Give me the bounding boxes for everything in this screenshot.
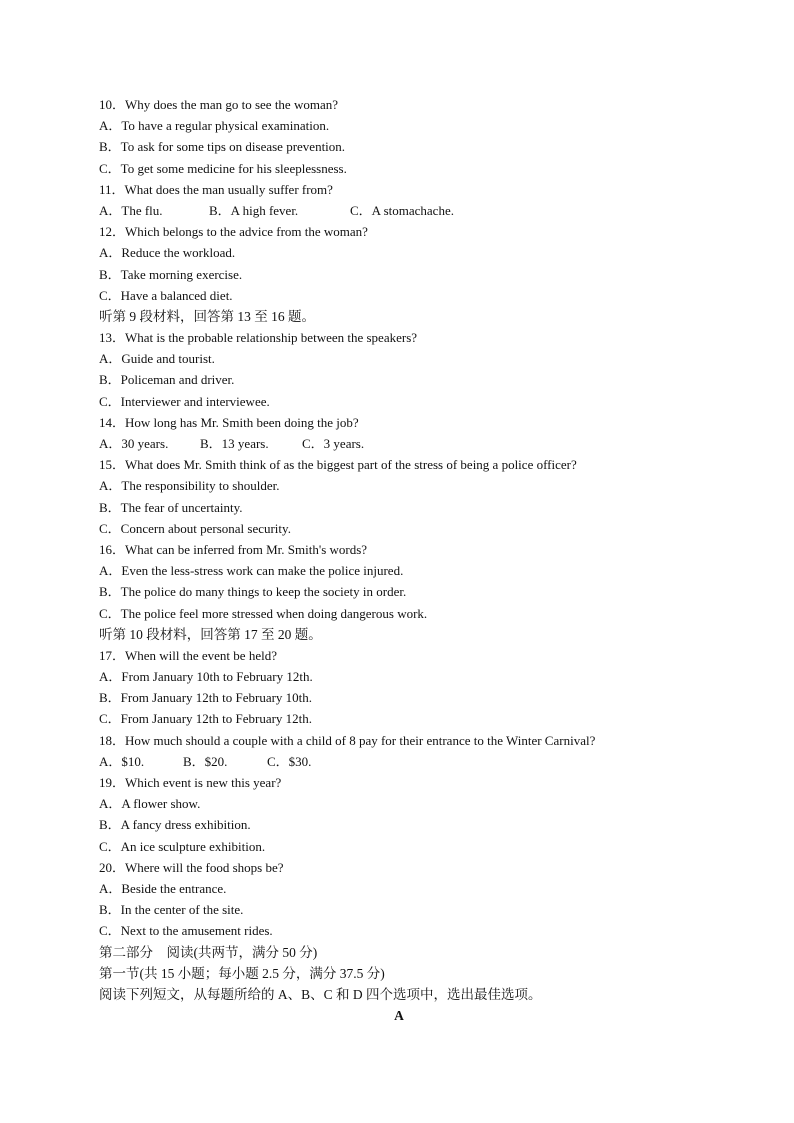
question-18: 18．How much should a couple with a child of 8 pay for their entrance to the Winter Carnival? xyxy=(99,732,596,748)
option-19-c: C．An ice sculpture exhibition. xyxy=(99,838,266,854)
option-16-a: A．Even the less-stress work can make the police injured. xyxy=(99,563,404,579)
option-14-b: B．13 years. xyxy=(200,436,269,451)
option-12-b: B．Take morning exercise. xyxy=(99,266,243,282)
option-13-b: B．Policeman and driver. xyxy=(99,372,235,388)
option-11-a: A．The flu. xyxy=(99,202,163,218)
option-10-a: A．To have a regular physical examination. xyxy=(99,118,330,134)
question-11: 11．What does the man usually suffer from? xyxy=(99,181,333,197)
option-19-b: B．A fancy dress exhibition. xyxy=(99,817,251,833)
option-14-a: A．30 years. xyxy=(99,436,169,451)
option-15-a: A．The responsibility to shoulder. xyxy=(99,478,280,494)
option-12-c: C．Have a balanced diet. xyxy=(99,287,233,303)
option-18-c: C．$30. xyxy=(267,753,312,769)
question-15: 15．What does Mr. Smith think of as the biggest part of the stress of being a police officer? xyxy=(99,457,577,473)
option-20-c: C．Next to the amusement rides. xyxy=(99,923,273,939)
option-15-c: C．Concern about personal security. xyxy=(99,520,291,536)
question-16: 16．What can be inferred from Mr. Smith's words? xyxy=(99,541,368,557)
listening-instruction-10: 听第 10 段材料，回答第 17 至 20 题。 xyxy=(99,626,322,642)
option-13-a: A．Guide and tourist. xyxy=(99,351,215,367)
option-11-c: C．A stomachache. xyxy=(350,202,454,218)
question-20: 20．Where will the food shops be? xyxy=(99,859,284,875)
option-14-c: C．3 years. xyxy=(302,436,365,451)
question-12: 12．Which belongs to the advice from the woman? xyxy=(99,224,368,240)
option-20-a: A．Beside the entrance. xyxy=(99,880,227,896)
option-10-c: C．To get some medicine for his sleeplessness. xyxy=(99,160,347,176)
part-two-heading: 第二部分 阅读(共两节，满分 50 分) xyxy=(99,944,318,960)
question-10: 10．Why does the man go to see the woman? xyxy=(99,97,338,112)
question-17: 17．When will the event be held? xyxy=(99,647,277,663)
options-11 xyxy=(99,200,699,221)
option-10-b: B．To ask for some tips on disease prevention. xyxy=(99,139,346,155)
question-13: 13．What is the probable relationship between the speakers? xyxy=(99,330,418,346)
option-12-a: A．Reduce the workload. xyxy=(99,245,236,261)
option-16-b: B．The police do many things to keep the society in order. xyxy=(99,584,407,600)
option-19-a: A．A flower show. xyxy=(99,796,201,812)
section-one-heading: 第一节(共 15 小题；每小题 2.5 分，满分 37.5 分) xyxy=(99,965,385,981)
exam-content xyxy=(99,94,699,1026)
option-11-b: B．A high fever. xyxy=(209,202,299,218)
option-20-b: B．In the center of the site. xyxy=(99,902,244,918)
option-15-b: B．The fear of uncertainty. xyxy=(99,499,243,515)
listening-instruction-9: 听第 9 段材料，回答第 13 至 16 题。 xyxy=(99,308,315,324)
options-18 xyxy=(99,751,699,772)
reading-instruction: 阅读下列短文，从每题所给的 A、B、C 和 D 四个选项中，选出最佳选项。 xyxy=(99,986,542,1002)
options-14 xyxy=(99,433,699,454)
question-14: 14．How long has Mr. Smith been doing the job? xyxy=(99,414,359,430)
option-17-b: B．From January 12th to February 10th. xyxy=(99,690,313,706)
option-13-c: C．Interviewer and interviewee. xyxy=(99,393,270,409)
option-18-b: B．$20. xyxy=(183,753,228,769)
option-18-a: A．$10. xyxy=(99,753,145,769)
option-17-a: A．From January 10th to February 12th. xyxy=(99,669,313,685)
question-19: 19．Which event is new this year? xyxy=(99,775,282,790)
option-17-c: C．From January 12th to February 12th. xyxy=(99,711,313,727)
option-16-c: C．The police feel more stressed when doing dangerous work. xyxy=(99,605,428,621)
passage-a-title: A xyxy=(394,1008,404,1024)
